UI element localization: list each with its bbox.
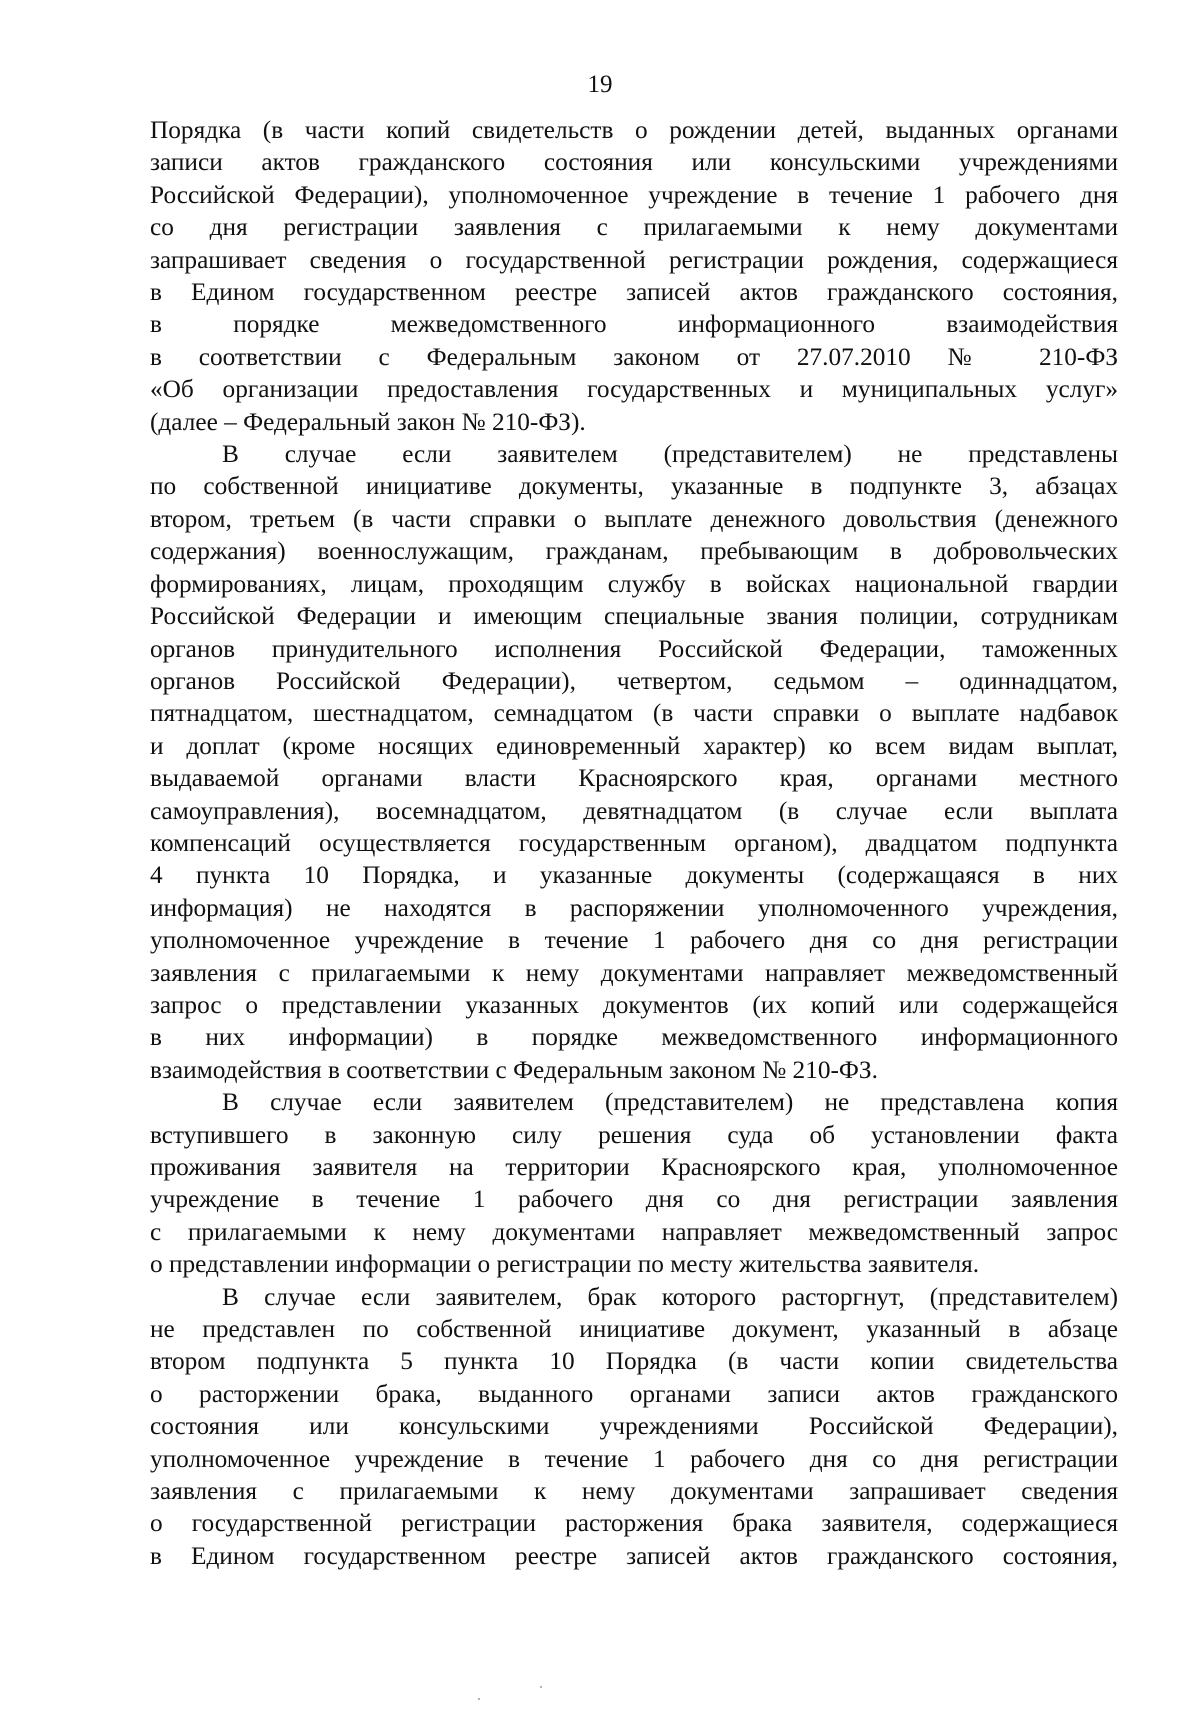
text-line: со дня регистрации заявления с прилагаемыми к нему документами [150,213,1118,242]
text-line: компенсаций осуществляется государственным органом), двадцатом подпункта [150,828,1118,857]
text-line: взаимодействия в соответствии с Федеральным законом № 210-ФЗ. [150,1055,878,1084]
text-line: втором подпункта 5 пункта 10 Порядка (в части копии свидетельства [150,1347,1118,1376]
text-line: с прилагаемыми к нему документами направляет межведомственный запрос [150,1217,1118,1246]
text-line: учреждение в течение 1 рабочего дня со дня регистрации заявления [150,1185,1118,1214]
text-line: Российской Федерации и имеющим специальные звания полиции, сотрудникам [150,602,1118,631]
paragraph-2 [150,438,1118,1086]
text-line: в соответствии с Федеральным законом от 27.07.2010 № 210-ФЗ [150,342,1118,371]
paragraph-3 [150,1086,1118,1280]
text-line: в Едином государственном реестре записей актов гражданского состояния, [150,278,1118,307]
text-line: В случае если заявителем, брак которого расторгнут, (представителем) [222,1282,1118,1311]
text-line: заявления с прилагаемыми к нему документами запрашивает сведения [150,1477,1118,1506]
paragraph-1 [150,114,1118,438]
text-line: выдаваемой органами власти Красноярского края, органами местного [150,764,1118,793]
scan-speck [540,1686,542,1688]
text-line: пятнадцатом, шестнадцатом, семнадцатом (в части справки о выплате надбавок [150,699,1118,728]
text-line: проживания заявителя на территории Красноярского края, уполномоченное [150,1153,1118,1181]
text-line: записи актов гражданского состояния или консульскими учреждениями [150,148,1118,177]
text-line: формированиях, лицам, проходящим службу в войсках национальной гвардии [150,569,1118,598]
text-line: органов принудительного исполнения Российской Федерации, таможенных [150,634,1118,663]
text-line: уполномоченное учреждение в течение 1 рабочего дня со дня регистрации [150,926,1118,955]
text-line: вступившего в законную силу решения суда об установлении факта [150,1120,1118,1149]
text-line: Порядка (в части копий свидетельств о рождении детей, выданных органами [150,116,1118,144]
text-line: (далее – Федеральный закон № 210-ФЗ). [150,407,586,436]
text-line: о государственной регистрации расторжения брака заявителя, содержащиеся [150,1509,1118,1538]
scan-speck [478,1698,480,1700]
text-line: и доплат (кроме носящих единовременный характер) ко всем видам выплат, [150,731,1118,760]
paragraph-4 [150,1281,1118,1573]
text-line: о представлении информации о регистрации по месту жительства заявителя. [150,1250,980,1279]
text-line: запрос о представлении указанных документов (их копий или содержащейся [150,990,1118,1019]
text-line: о расторжении брака, выданного органами записи актов гражданского [150,1379,1118,1408]
text-line: в них информации) в порядке межведомственного информационного [150,1023,1118,1052]
text-line: втором, третьем (в части справки о выплате денежного довольствия (денежного [150,504,1118,533]
text-line: не представлен по собственной инициативе документ, указанный в абзаце [150,1315,1118,1344]
document-body [150,114,1118,1572]
text-line: запрашивает сведения о государственной регистрации рождения, содержащиеся [150,245,1118,274]
text-line: уполномоченное учреждение в течение 1 рабочего дня со дня регистрации [150,1444,1118,1473]
text-line: органов Российской Федерации), четвертом, седьмом – одиннадцатом, [150,666,1118,695]
text-line: содержания) военнослужащим, гражданам, пребывающим в добровольческих [150,537,1118,566]
text-line: информация) не находятся в распоряжении уполномоченного учреждения, [150,893,1118,922]
text-line: в Едином государственном реестре записей актов гражданского состояния, [150,1541,1118,1570]
text-line: в порядке межведомственного информационного взаимодействия [150,310,1118,339]
text-line: по собственной инициативе документы, указанные в подпункте 3, абзацах [150,472,1118,501]
text-line: Российской Федерации), уполномоченное учреждение в течение 1 рабочего дня [150,180,1118,209]
text-line: 4 пункта 10 Порядка, и указанные документы (содержащаяся в них [150,861,1118,890]
text-line: заявления с прилагаемыми к нему документами направляет межведомственный [150,958,1118,987]
text-line: «Об организации предоставления государственных и муниципальных услуг» [150,375,1118,404]
text-line: самоуправления), восемнадцатом, девятнадцатом (в случае если выплата [150,796,1118,825]
page-number: 19 [587,71,613,98]
text-line: В случае если заявителем (представителем) не представлена копия [222,1088,1118,1117]
text-line: В случае если заявителем (представителем) не представлены [222,440,1118,469]
text-line: состояния или консульскими учреждениями Российской Федерации), [150,1412,1118,1441]
